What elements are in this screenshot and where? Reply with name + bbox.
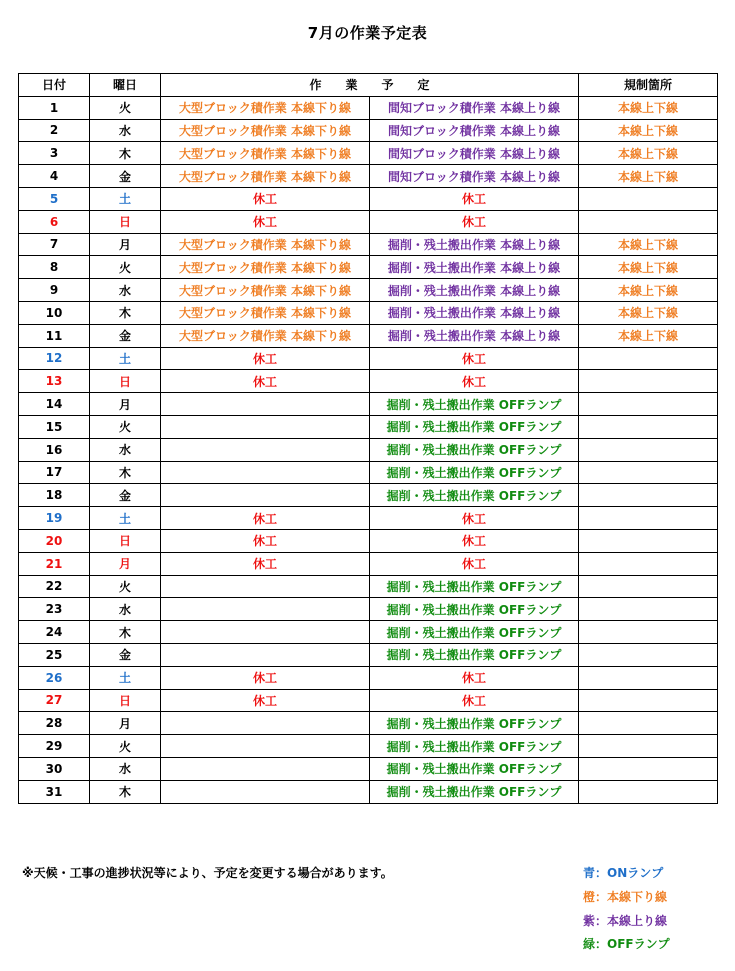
work-b-cell: 休工 bbox=[370, 666, 579, 689]
weekday-cell: 土 bbox=[90, 507, 161, 530]
weekday-cell: 火 bbox=[90, 415, 161, 438]
weekday-cell: 水 bbox=[90, 757, 161, 780]
work-a-cell bbox=[161, 393, 370, 416]
table-row bbox=[19, 301, 718, 324]
regulation-cell bbox=[579, 621, 718, 644]
work-b-cell: 掘削・残土搬出作業 OFFランプ bbox=[370, 643, 579, 666]
regulation-cell bbox=[579, 552, 718, 575]
legend-item: 緑：OFFランプ bbox=[583, 937, 670, 952]
weekday-cell: 金 bbox=[90, 643, 161, 666]
table-row bbox=[19, 415, 718, 438]
work-b-cell: 休工 bbox=[370, 347, 579, 370]
regulation-cell: 本線上下線 bbox=[579, 165, 718, 188]
weekday-cell: 金 bbox=[90, 165, 161, 188]
color-legend bbox=[583, 862, 723, 957]
day-cell: 30 bbox=[19, 757, 90, 780]
work-a-cell: 大型ブロック積作業 本線下り線 bbox=[161, 96, 370, 119]
day-cell: 17 bbox=[19, 461, 90, 484]
work-b-cell: 掘削・残土搬出作業 OFFランプ bbox=[370, 575, 579, 598]
weekday-cell: 木 bbox=[90, 621, 161, 644]
regulation-cell bbox=[579, 370, 718, 393]
table-row bbox=[19, 461, 718, 484]
day-cell: 8 bbox=[19, 256, 90, 279]
regulation-cell: 本線上下線 bbox=[579, 256, 718, 279]
table-row bbox=[19, 210, 718, 233]
day-cell: 21 bbox=[19, 552, 90, 575]
table-row bbox=[19, 484, 718, 507]
day-cell: 14 bbox=[19, 393, 90, 416]
work-b-cell: 掘削・残土搬出作業 OFFランプ bbox=[370, 712, 579, 735]
day-cell: 28 bbox=[19, 712, 90, 735]
regulation-cell: 本線上下線 bbox=[579, 119, 718, 142]
work-b-cell: 休工 bbox=[370, 529, 579, 552]
table-row bbox=[19, 279, 718, 302]
work-b-cell: 休工 bbox=[370, 187, 579, 210]
day-cell: 9 bbox=[19, 279, 90, 302]
work-b-cell: 休工 bbox=[370, 552, 579, 575]
regulation-cell: 本線上下線 bbox=[579, 301, 718, 324]
work-a-cell bbox=[161, 598, 370, 621]
table-row bbox=[19, 165, 718, 188]
work-a-cell bbox=[161, 484, 370, 507]
work-b-cell: 掘削・残土搬出作業 本線上り線 bbox=[370, 279, 579, 302]
regulation-cell bbox=[579, 757, 718, 780]
day-cell: 3 bbox=[19, 142, 90, 165]
work-b-cell: 掘削・残土搬出作業 本線上り線 bbox=[370, 256, 579, 279]
day-cell: 20 bbox=[19, 529, 90, 552]
work-b-cell: 掘削・残土搬出作業 OFFランプ bbox=[370, 598, 579, 621]
day-cell: 25 bbox=[19, 643, 90, 666]
weekday-cell: 木 bbox=[90, 142, 161, 165]
day-cell: 10 bbox=[19, 301, 90, 324]
day-cell: 6 bbox=[19, 210, 90, 233]
table-row bbox=[19, 119, 718, 142]
work-a-cell bbox=[161, 735, 370, 758]
table-row bbox=[19, 552, 718, 575]
table-row bbox=[19, 666, 718, 689]
header-weekday: 曜日 bbox=[90, 74, 161, 97]
table-row bbox=[19, 187, 718, 210]
header-regulation: 規制箇所 bbox=[579, 74, 718, 97]
regulation-cell bbox=[579, 393, 718, 416]
work-b-cell: 間知ブロック積作業 本線上り線 bbox=[370, 96, 579, 119]
table-row bbox=[19, 507, 718, 530]
work-a-cell: 大型ブロック積作業 本線下り線 bbox=[161, 301, 370, 324]
work-b-cell: 掘削・残土搬出作業 OFFランプ bbox=[370, 393, 579, 416]
work-b-cell: 休工 bbox=[370, 507, 579, 530]
day-cell: 13 bbox=[19, 370, 90, 393]
work-a-cell: 大型ブロック積作業 本線下り線 bbox=[161, 233, 370, 256]
work-b-cell: 掘削・残土搬出作業 OFFランプ bbox=[370, 438, 579, 461]
weekday-cell: 月 bbox=[90, 233, 161, 256]
table-row bbox=[19, 324, 718, 347]
weekday-cell: 火 bbox=[90, 575, 161, 598]
regulation-cell bbox=[579, 735, 718, 758]
weekday-cell: 水 bbox=[90, 119, 161, 142]
work-b-cell: 掘削・残土搬出作業 本線上り線 bbox=[370, 233, 579, 256]
weekday-cell: 水 bbox=[90, 438, 161, 461]
header-work bbox=[161, 74, 579, 97]
weekday-cell: 水 bbox=[90, 598, 161, 621]
day-cell: 1 bbox=[19, 96, 90, 119]
day-cell: 4 bbox=[19, 165, 90, 188]
weekday-cell: 月 bbox=[90, 393, 161, 416]
weekday-cell: 木 bbox=[90, 301, 161, 324]
work-b-cell: 掘削・残土搬出作業 OFFランプ bbox=[370, 757, 579, 780]
work-b-cell: 掘削・残土搬出作業 OFFランプ bbox=[370, 780, 579, 803]
table-row bbox=[19, 96, 718, 119]
work-a-cell: 大型ブロック積作業 本線下り線 bbox=[161, 119, 370, 142]
regulation-cell: 本線上下線 bbox=[579, 142, 718, 165]
work-a-cell: 大型ブロック積作業 本線下り線 bbox=[161, 165, 370, 188]
table-row bbox=[19, 689, 718, 712]
day-cell: 23 bbox=[19, 598, 90, 621]
table-row bbox=[19, 575, 718, 598]
regulation-cell bbox=[579, 689, 718, 712]
weekday-cell: 日 bbox=[90, 529, 161, 552]
work-a-cell: 休工 bbox=[161, 210, 370, 233]
weekday-cell: 火 bbox=[90, 735, 161, 758]
weekday-cell: 金 bbox=[90, 324, 161, 347]
work-a-cell bbox=[161, 712, 370, 735]
work-b-cell: 掘削・残土搬出作業 OFFランプ bbox=[370, 621, 579, 644]
regulation-cell bbox=[579, 210, 718, 233]
weekday-cell: 土 bbox=[90, 347, 161, 370]
weekday-cell: 火 bbox=[90, 256, 161, 279]
regulation-cell bbox=[579, 666, 718, 689]
weekday-cell: 日 bbox=[90, 370, 161, 393]
work-b-cell: 掘削・残土搬出作業 本線上り線 bbox=[370, 301, 579, 324]
day-cell: 26 bbox=[19, 666, 90, 689]
regulation-cell: 本線上下線 bbox=[579, 96, 718, 119]
work-b-cell: 休工 bbox=[370, 689, 579, 712]
table-row bbox=[19, 780, 718, 803]
header-day: 日付 bbox=[19, 74, 90, 97]
work-b-cell: 掘削・残土搬出作業 OFFランプ bbox=[370, 415, 579, 438]
table-row bbox=[19, 735, 718, 758]
table-row bbox=[19, 233, 718, 256]
work-a-cell: 休工 bbox=[161, 187, 370, 210]
day-cell: 18 bbox=[19, 484, 90, 507]
work-b-cell: 間知ブロック積作業 本線上り線 bbox=[370, 165, 579, 188]
regulation-cell bbox=[579, 575, 718, 598]
regulation-cell bbox=[579, 461, 718, 484]
weekday-cell: 日 bbox=[90, 689, 161, 712]
table-row bbox=[19, 757, 718, 780]
legend-item: 紫：本線上り線 bbox=[583, 913, 668, 928]
work-a-cell bbox=[161, 575, 370, 598]
table-row bbox=[19, 347, 718, 370]
day-cell: 31 bbox=[19, 780, 90, 803]
work-a-cell: 大型ブロック積作業 本線下り線 bbox=[161, 279, 370, 302]
work-a-cell: 休工 bbox=[161, 552, 370, 575]
work-a-cell: 大型ブロック積作業 本線下り線 bbox=[161, 142, 370, 165]
work-b-cell: 掘削・残土搬出作業 OFFランプ bbox=[370, 461, 579, 484]
regulation-cell bbox=[579, 484, 718, 507]
work-a-cell bbox=[161, 621, 370, 644]
weekday-cell: 月 bbox=[90, 552, 161, 575]
regulation-cell bbox=[579, 598, 718, 621]
day-cell: 2 bbox=[19, 119, 90, 142]
weekday-cell: 火 bbox=[90, 96, 161, 119]
work-a-cell: 休工 bbox=[161, 529, 370, 552]
regulation-cell bbox=[579, 529, 718, 552]
work-a-cell: 休工 bbox=[161, 507, 370, 530]
table-row bbox=[19, 621, 718, 644]
work-a-cell bbox=[161, 415, 370, 438]
work-a-cell: 大型ブロック積作業 本線下り線 bbox=[161, 256, 370, 279]
day-cell: 22 bbox=[19, 575, 90, 598]
work-a-cell: 休工 bbox=[161, 370, 370, 393]
day-cell: 16 bbox=[19, 438, 90, 461]
table-row bbox=[19, 643, 718, 666]
regulation-cell bbox=[579, 415, 718, 438]
work-b-cell: 間知ブロック積作業 本線上り線 bbox=[370, 142, 579, 165]
legend-item: 青：ONランプ bbox=[583, 866, 664, 880]
work-a-cell: 休工 bbox=[161, 689, 370, 712]
table-row bbox=[19, 598, 718, 621]
page-title: 7月の作業予定表 bbox=[307, 24, 428, 42]
day-cell: 24 bbox=[19, 621, 90, 644]
weekday-cell: 土 bbox=[90, 666, 161, 689]
regulation-cell: 本線上下線 bbox=[579, 324, 718, 347]
regulation-cell bbox=[579, 187, 718, 210]
work-b-cell: 間知ブロック積作業 本線上り線 bbox=[370, 119, 579, 142]
work-a-cell bbox=[161, 757, 370, 780]
work-a-cell: 休工 bbox=[161, 666, 370, 689]
header-row bbox=[19, 74, 718, 97]
day-cell: 27 bbox=[19, 689, 90, 712]
day-cell: 5 bbox=[19, 187, 90, 210]
day-cell: 29 bbox=[19, 735, 90, 758]
day-cell: 11 bbox=[19, 324, 90, 347]
table-row bbox=[19, 712, 718, 735]
disclaimer-note: ※天候・工事の進捗状況等により、予定を変更する場合があります。 bbox=[22, 866, 393, 880]
table-row bbox=[19, 370, 718, 393]
table-row bbox=[19, 393, 718, 416]
schedule-table bbox=[18, 73, 718, 804]
regulation-cell bbox=[579, 507, 718, 530]
work-a-cell bbox=[161, 780, 370, 803]
day-cell: 12 bbox=[19, 347, 90, 370]
weekday-cell: 月 bbox=[90, 712, 161, 735]
work-b-cell: 掘削・残土搬出作業 OFFランプ bbox=[370, 484, 579, 507]
weekday-cell: 木 bbox=[90, 461, 161, 484]
work-b-cell: 休工 bbox=[370, 210, 579, 233]
regulation-cell bbox=[579, 712, 718, 735]
weekday-cell: 金 bbox=[90, 484, 161, 507]
regulation-cell: 本線上下線 bbox=[579, 279, 718, 302]
weekday-cell: 土 bbox=[90, 187, 161, 210]
weekday-cell: 日 bbox=[90, 210, 161, 233]
table-row bbox=[19, 142, 718, 165]
regulation-cell bbox=[579, 438, 718, 461]
work-b-cell: 掘削・残土搬出作業 本線上り線 bbox=[370, 324, 579, 347]
day-cell: 19 bbox=[19, 507, 90, 530]
work-b-cell: 掘削・残土搬出作業 OFFランプ bbox=[370, 735, 579, 758]
regulation-cell: 本線上下線 bbox=[579, 233, 718, 256]
weekday-cell: 水 bbox=[90, 279, 161, 302]
work-a-cell: 大型ブロック積作業 本線下り線 bbox=[161, 324, 370, 347]
regulation-cell bbox=[579, 347, 718, 370]
day-cell: 15 bbox=[19, 415, 90, 438]
work-b-cell: 休工 bbox=[370, 370, 579, 393]
weekday-cell: 木 bbox=[90, 780, 161, 803]
regulation-cell bbox=[579, 643, 718, 666]
regulation-cell bbox=[579, 780, 718, 803]
work-a-cell bbox=[161, 643, 370, 666]
table-row bbox=[19, 438, 718, 461]
day-cell: 7 bbox=[19, 233, 90, 256]
table-row bbox=[19, 256, 718, 279]
work-a-cell bbox=[161, 461, 370, 484]
work-a-cell: 休工 bbox=[161, 347, 370, 370]
work-a-cell bbox=[161, 438, 370, 461]
table-row bbox=[19, 529, 718, 552]
legend-item: 橙：本線下り線 bbox=[583, 889, 668, 904]
schedule-body bbox=[19, 96, 718, 803]
header-work-text: 作 業 予 定 bbox=[309, 78, 430, 93]
